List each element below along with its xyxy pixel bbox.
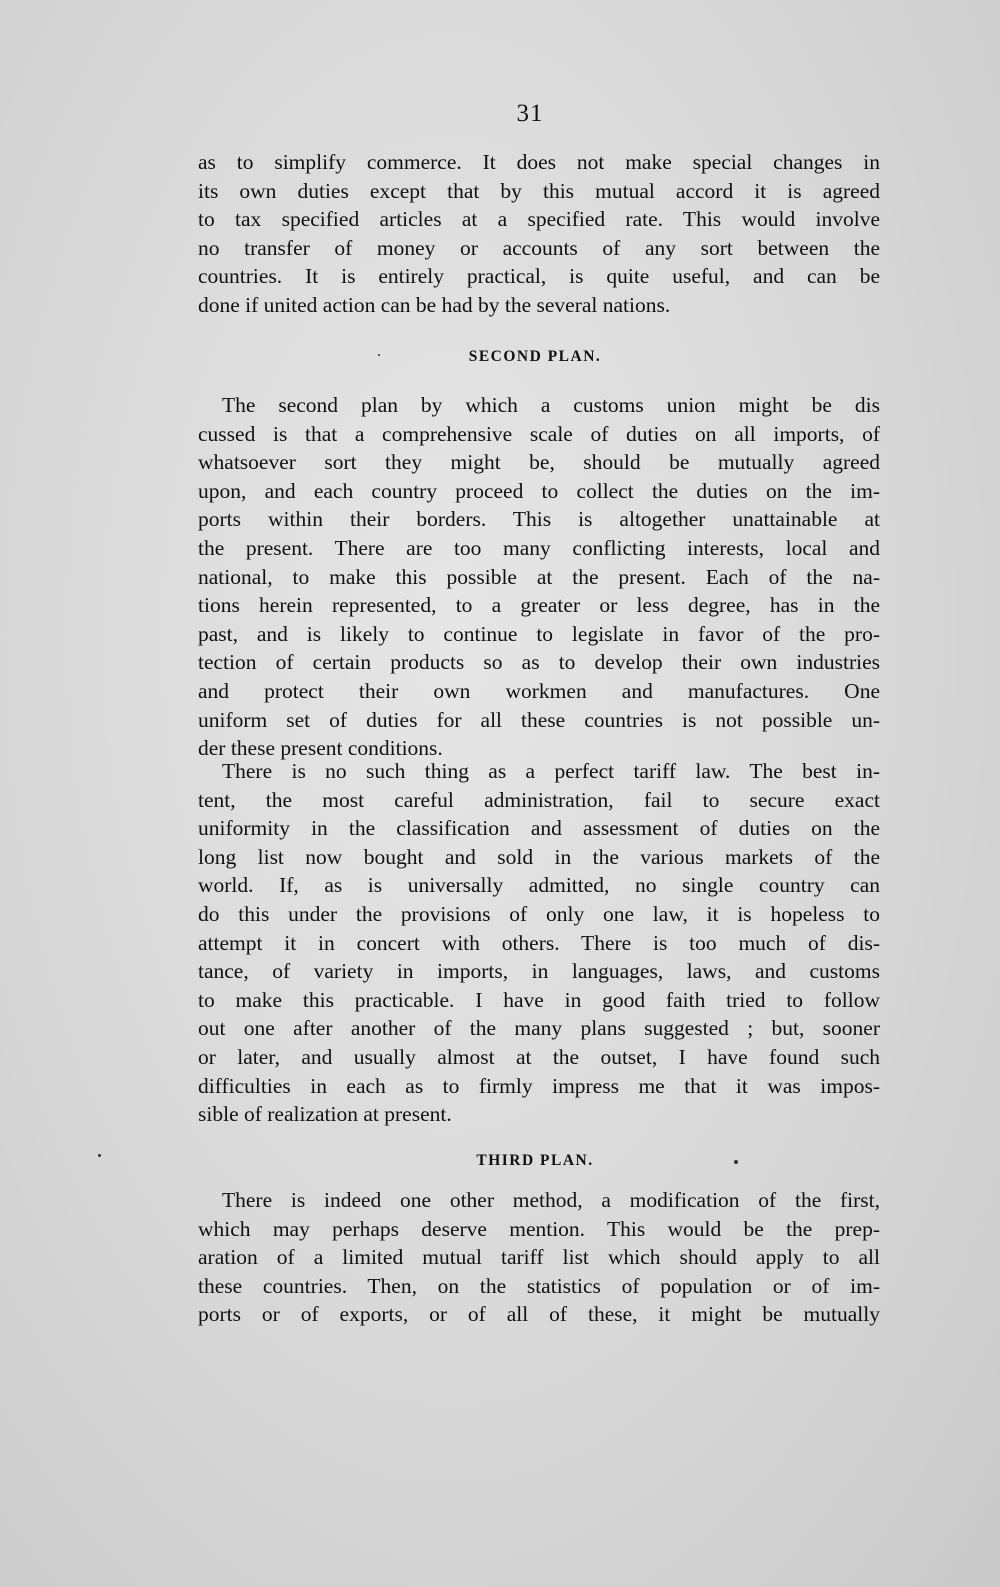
third-plan-paragraph-1 (198, 1186, 880, 1329)
text-line: cussed is that a comprehensive scale of duties on all imports, of (198, 421, 880, 446)
text-line: There is no such thing as a perfect tariff law. The best in- (222, 759, 880, 783)
text-line: the present. There are too many conflicting interests, local and (198, 535, 880, 560)
text-line: tance, of variety in imports, in languages, laws, and customs (198, 959, 880, 984)
text-line: do this under the provisions of only one law, it is hopeless to (198, 901, 880, 926)
text-line: sible of realization at present. (198, 1102, 452, 1127)
text-line: and protect their own workmen and manufactures. One (198, 678, 880, 703)
text-line: which may perhaps deserve mention. This would be the prep- (198, 1216, 880, 1241)
ink-speck (734, 1160, 738, 1164)
text-line: The second plan by which a customs union might be dis (222, 393, 880, 417)
text-line: attempt it in concert with others. There is too much of dis- (198, 930, 880, 955)
text-line: to tax specified articles at a specified rate. This would involve (198, 207, 880, 232)
text-line: countries. It is entirely practical, is quite useful, and can be (198, 264, 880, 289)
page-number: 31 (516, 100, 544, 127)
text-line: upon, and each country proceed to collect the duties on the im- (198, 478, 880, 503)
ink-speck (378, 354, 380, 356)
text-line: tent, the most careful administration, fail to secure exact (198, 787, 880, 812)
text-line: done if united action can be had by the several nations. (198, 292, 671, 317)
text-line: long list now bought and sold in the various markets of the (198, 844, 880, 869)
text-line: world. If, as is universally admitted, no single country can (198, 873, 880, 898)
text-line: uniform set of duties for all these countries is not possible un- (198, 707, 880, 732)
text-line: ports or of exports, or of all of these, it might be mutually (198, 1302, 880, 1327)
text-line: its own duties except that by this mutual accord it is agreed (198, 178, 880, 203)
text-line: as to simplify commerce. It does not make special changes in (198, 150, 880, 174)
text-line: ports within their borders. This is altogether unattainable at (198, 507, 880, 532)
second-plan-paragraph-2 (198, 757, 880, 1129)
text-line: national, to make this possible at the present. Each of the na- (198, 564, 880, 589)
text-line: past, and is likely to continue to legislate in favor of the pro- (198, 621, 880, 646)
text-line: or later, and usually almost at the outset, I have found such (198, 1044, 880, 1069)
second-plan-paragraph-1 (198, 391, 880, 763)
text-line: There is indeed one other method, a modification of the first, (222, 1188, 880, 1212)
text-line: uniformity in the classification and assessment of duties on the (198, 816, 880, 841)
text-line: whatsoever sort they might be, should be mutually agreed (198, 450, 880, 475)
text-line: der these present conditions. (198, 736, 443, 761)
continuation-paragraph (198, 148, 880, 320)
text-line: these countries. Then, on the statistics of population or of im- (198, 1273, 880, 1298)
text-line: out one after another of the many plans suggested ; but, sooner (198, 1016, 880, 1041)
section-heading-second-plan: SECOND PLAN. (468, 348, 602, 365)
text-line: difficulties in each as to firmly impress me that it was impos- (198, 1073, 880, 1098)
text-line: tection of certain products so as to develop their own industries (198, 650, 880, 675)
section-heading-third-plan: THIRD PLAN. (476, 1152, 594, 1169)
text-line: to make this practicable. I have in good faith tried to follow (198, 987, 880, 1012)
text-line: aration of a limited mutual tariff list which should apply to all (198, 1245, 880, 1270)
text-line: no transfer of money or accounts of any sort between the (198, 235, 880, 260)
text-line: tions herein represented, to a greater or less degree, has in the (198, 593, 880, 618)
ink-speck (98, 1154, 101, 1157)
